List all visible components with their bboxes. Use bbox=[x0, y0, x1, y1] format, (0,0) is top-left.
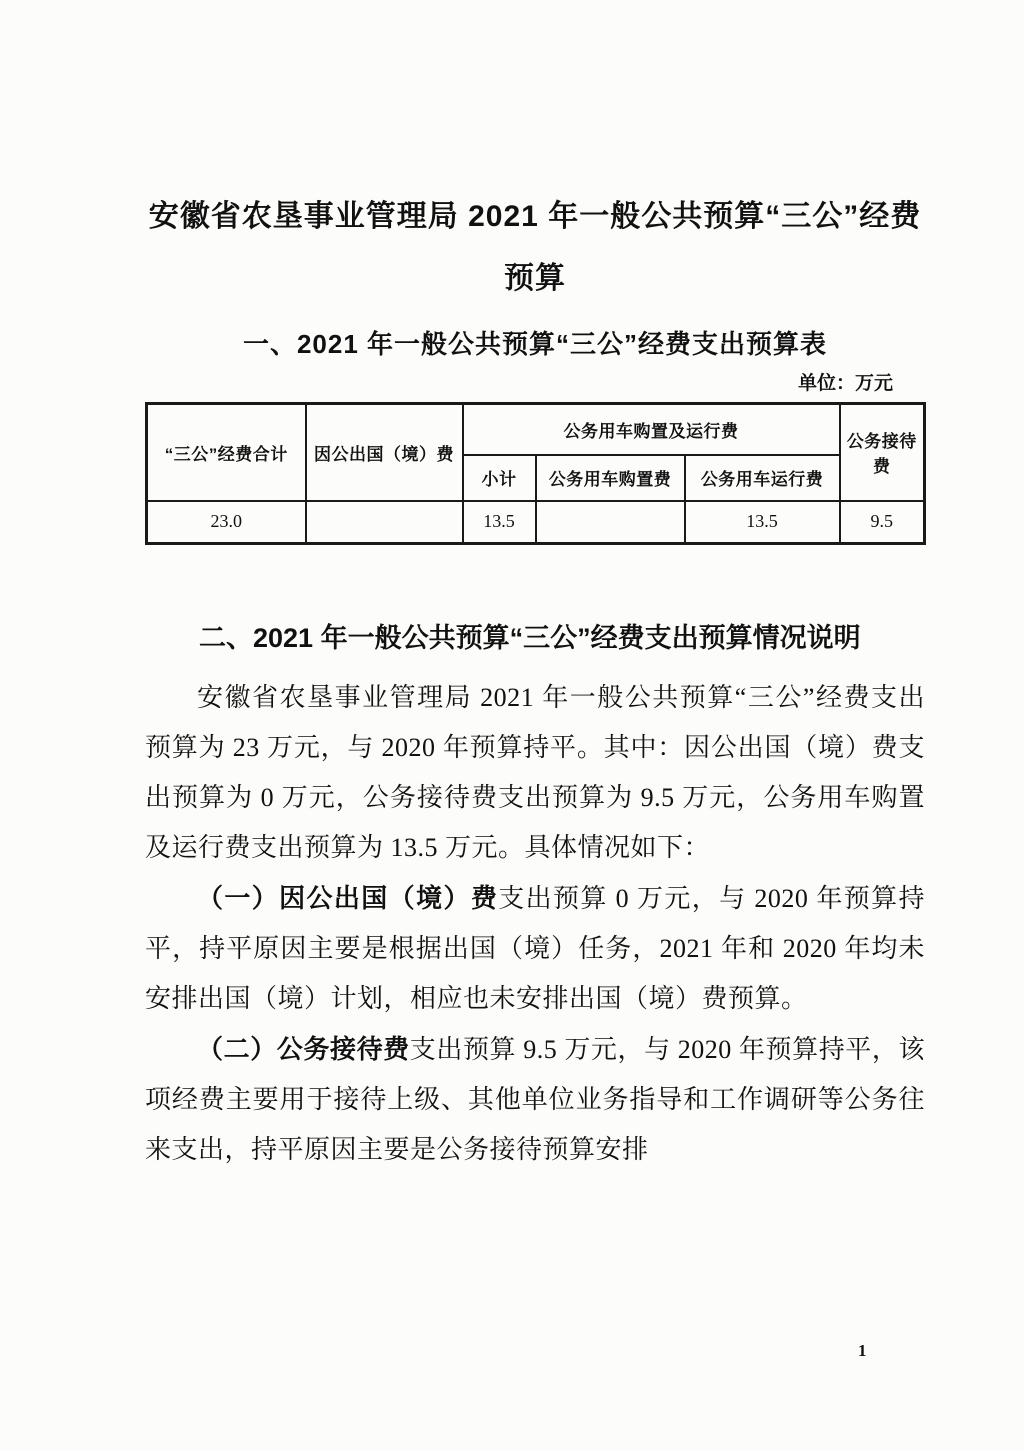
table-data-row bbox=[147, 501, 925, 544]
header-cell-vehicle-subtotal: 小计 bbox=[463, 455, 536, 501]
paragraph-reception-lead: （二）公务接待费 bbox=[197, 1034, 410, 1064]
header-cell-vehicle-operation: 公务用车运行费 bbox=[685, 455, 840, 501]
document-title bbox=[145, 186, 925, 310]
budget-table bbox=[145, 402, 926, 545]
paragraph-overview bbox=[145, 672, 925, 873]
data-cell-vehicle-subtotal: 13.5 bbox=[463, 501, 536, 544]
page-number: 1 bbox=[858, 1341, 867, 1360]
data-cell-total: 23.0 bbox=[147, 501, 306, 544]
header-cell-total: “三公”经费合计 bbox=[147, 404, 306, 501]
section2 bbox=[145, 612, 925, 1175]
paragraph-overview-text: 安徽省农垦事业管理局 2021 年一般公共预算“三公”经费支出预算为 23 万元，与 2020 年预算持平。其中：因公出国（境）费支出预算为 0 万元，公务接待费支出预算为 9.5 万元，公务用车购置及运行费支出预算为 13.5 万元。具体情况如下： bbox=[145, 683, 925, 862]
paragraph-abroad-text: 支出预算 0 万元，与 2020 年预算持平，持平原因主要是根据出国（境）任务，2021 年和 2020 年均未安排出国（境）计划，相应也未安排出国（境）费预算。 bbox=[145, 884, 925, 1013]
document-title-line-1: 安徽省农垦事业管理局 2021 年一般公共预算“三公”经费 bbox=[148, 200, 922, 233]
table-unit-note: 单位：万元 bbox=[797, 373, 893, 394]
data-cell-abroad bbox=[306, 501, 463, 544]
paragraph-abroad bbox=[145, 873, 925, 1024]
header-cell-reception: 公务接待费 bbox=[840, 404, 925, 501]
section1-heading: 一、2021 年一般公共预算“三公”经费支出预算表 bbox=[242, 329, 828, 359]
paragraph-reception bbox=[145, 1024, 925, 1175]
header-cell-vehicle-group: 公务用车购置及运行费 bbox=[463, 404, 840, 455]
paragraph-abroad-lead: （一）因公出国（境）费 bbox=[197, 883, 499, 913]
data-cell-reception: 9.5 bbox=[840, 501, 925, 544]
table-header-row-group bbox=[147, 404, 925, 455]
paragraph-reception-text: 支出预算 9.5 万元，与 2020 年预算持平，该项经费主要用于接待上级、其他单位业务指导和工作调研等公务往来支出，持平原因主要是公务接待预算安排 bbox=[145, 1035, 925, 1164]
section2-heading: 二、2021 年一般公共预算“三公”经费支出预算情况说明 bbox=[199, 623, 861, 653]
header-cell-abroad: 因公出国（境）费 bbox=[306, 404, 463, 501]
data-cell-vehicle-operation: 13.5 bbox=[685, 501, 840, 544]
data-cell-vehicle-purchase bbox=[536, 501, 685, 544]
document-title-line-2: 预算 bbox=[504, 262, 566, 295]
header-cell-vehicle-purchase: 公务用车购置费 bbox=[536, 455, 685, 501]
